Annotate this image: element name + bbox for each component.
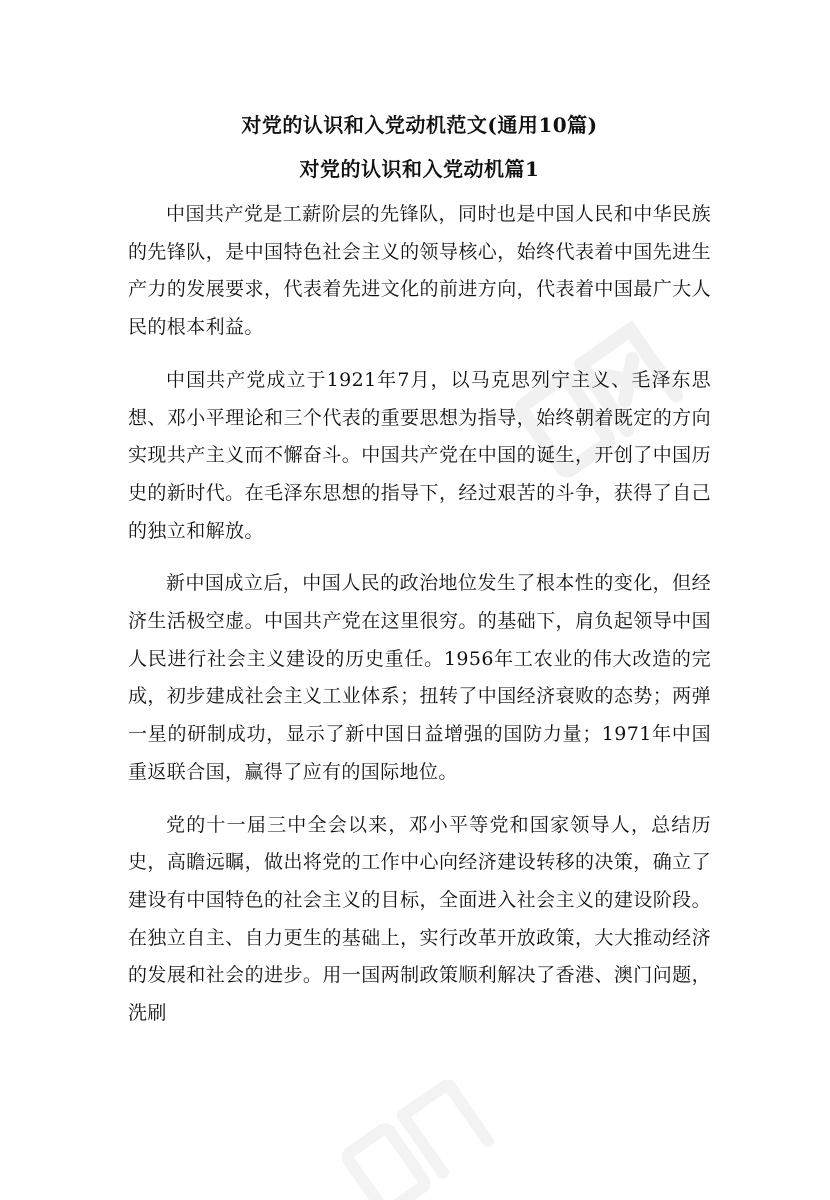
paragraph-1: 中国共产党是工薪阶层的先锋队，同时也是中国人民和中华民族的先锋队，是中国特色社会主义的领导核心，始终代表着中国先进生产力的发展要求，代表着先进文化的前进方向，代表着中国最广大人民的根本利益。 — [128, 203, 711, 339]
section-title: 对党的认识和入党动机篇1 — [299, 157, 540, 181]
paragraph-2: 中国共产党成立于1921年7月，以马克思列宁主义、毛泽东思想、邓小平理论和三个代表的重要思想为指导，始终朝着既定的方向实现共产主义而不懈奋斗。中国共产党在中国的诞生，开创了中国历史的新时代。在毛泽东思想的指导下，经过艰苦的斗争，获得了自己的独立和解放。 — [128, 368, 711, 542]
watermark-logo-bottom — [320, 1080, 520, 1200]
document-body — [128, 110, 711, 1033]
paragraph-4: 党的十一届三中全会以来，邓小平等党和国家领导人，总结历史，高瞻远瞩，做出将党的工作中心向经济建设转移的决策，确立了建设有中国特色的社会主义的目标，全面进入社会主义的建设阶段。在独立自主、自力更生的基础上，实行改革开放政策，大大推动经济的发展和社会的进步。用一国两制政策顺利解决了香港、澳门问题，洗刷 — [128, 813, 711, 1025]
document-title: 对党的认识和入党动机范文(通用10篇) — [241, 113, 598, 137]
paragraph-3: 新中国成立后，中国人民的政治地位发生了根本性的变化，但经济生活极空虚。中国共产党在这里很穷。的基础下，肩负起领导中国人民进行社会主义建设的历史重任。1956年工农业的伟大改造的完成，初步建成社会主义工业体系；扭转了中国经济衰败的态势；两弹一星的研制成功，显示了新中国日益增强的国防力量；1971年中国重返联合国，赢得了应有的国际地位。 — [128, 572, 711, 783]
